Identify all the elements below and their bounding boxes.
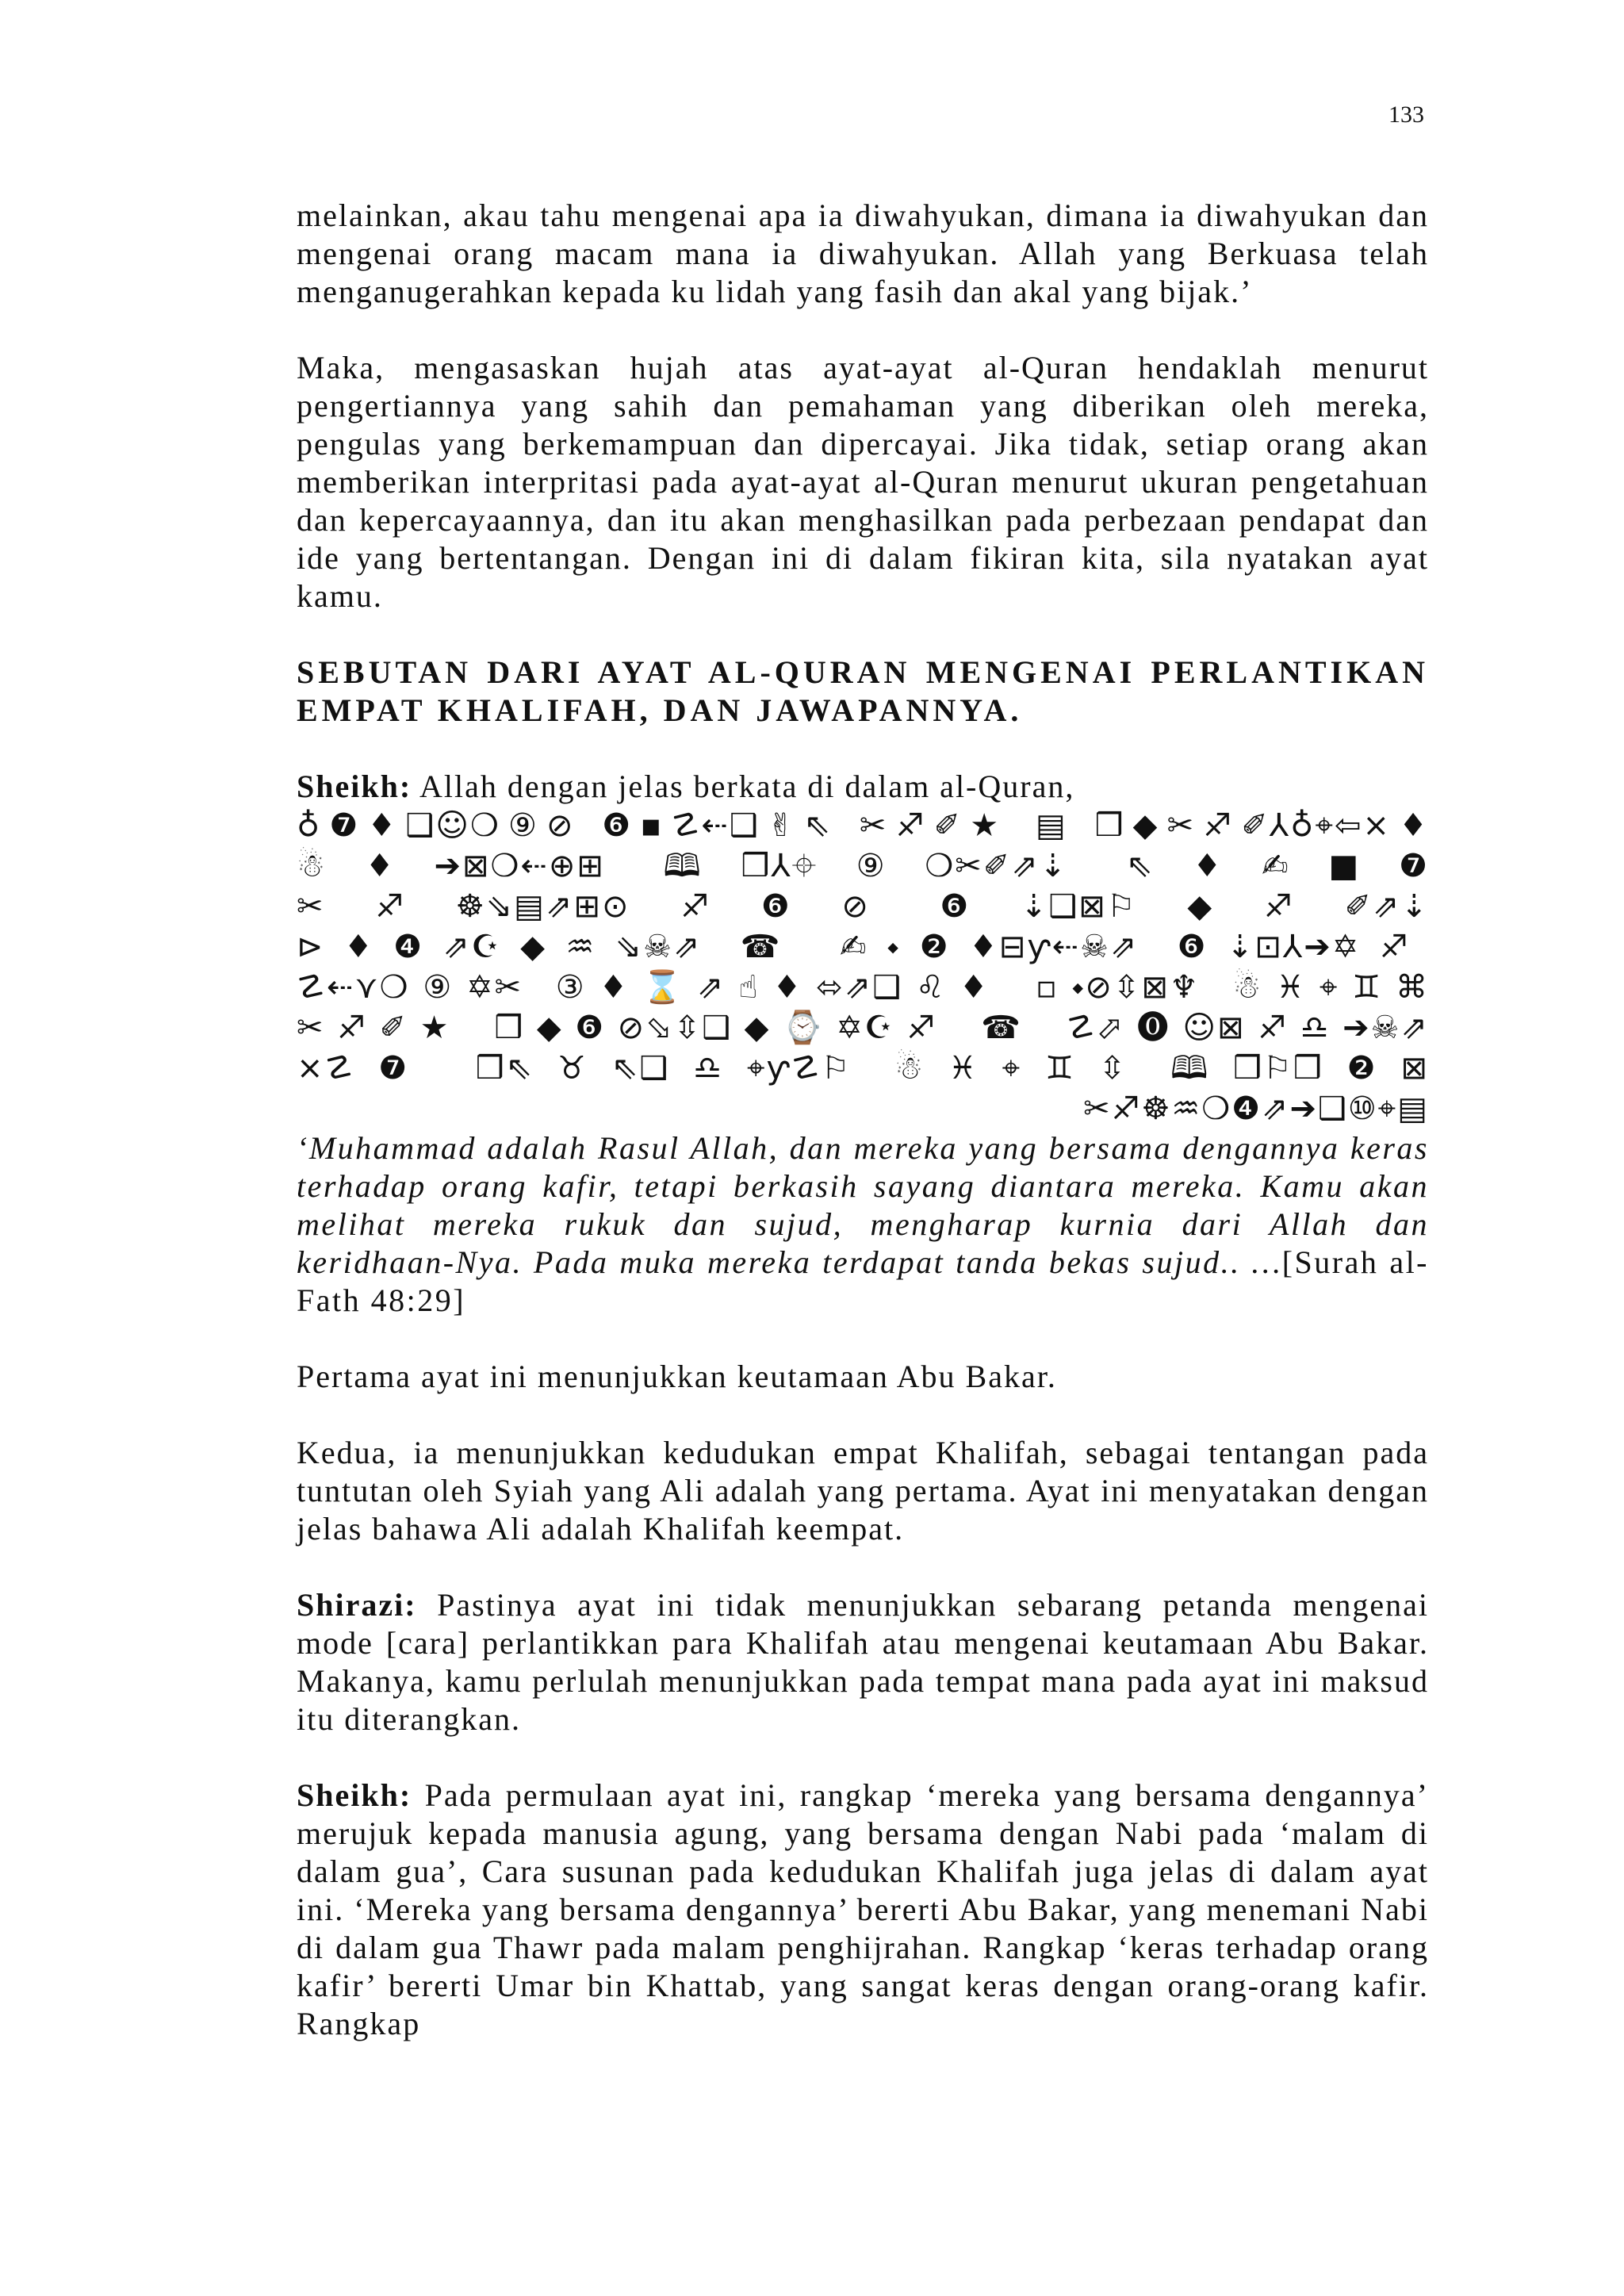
sheikh-reply-text: Pada permulaan ayat ini, rangkap ‘mereka yang bersama dengannya’ merujuk kepada manusia agung, yang bersama dengan Nabi pada ‘malam di dalam gua’, Cara susunan pada kedudukan Khalifah juga jelas di dalam ayat ini. ‘Mereka yang bersama dengannya’ bererti Abu Bakar, yang menemani Nabi di dalam gua Thawr pada malam penghijrahan. Rangkap ‘keras terhadap orang kafir’ bererti Umar bin Khattab, yang sangat keras dengan orang-orang kafir. Rangkap — [297, 1777, 1429, 2041]
verse-line: ▤⌖⑩❑➔⇗❹❍♒☸♐✂ — [1083, 1091, 1429, 1127]
section-heading: SEBUTAN DARI AYAT AL-QURAN MENGENAI PERLANTIKAN EMPAT KHALIFAH, DAN JAWAPANNYA. — [297, 654, 1429, 728]
verse-line: ⇗☠➔♎♐⊠☺⓿⬀☡ ☎ ♐☪✡⌚◆❑⇳⬂⊘❻◆❒ ★✐♐✂ — [297, 1010, 1429, 1046]
translation-text: ‘Muhammad adalah Rasul Allah, dan mereka yang bersama dengannya keras terhadap orang kafir, tetapi berkasih sayang diantara mereka. Kamu akan melihat mereka rukuk dan sujud, mengharap kurnia dari Allah dan keridhaan-Nya. Pada muka mereka terdapat tanda bekas sujud.. … — [297, 1130, 1429, 1280]
sheikh-intro-paragraph — [297, 768, 1429, 806]
paragraph-hujah: Maka, mengasaskan hujah atas ayat-ayat al-Quran hendaklah menurut pengertiannya yang sahih dan pemahaman yang diberikan oleh mereka, pengulas yang berkemampuan dan dipercayai. Jika tidak, setiap orang akan memberikan interpritasi pada ayat-ayat al-Quran menurut ukuran pengetahuan dan kepercayaannya, dan itu akan menghasilkan pada perbezaan pendapat dan ide yang bertentangan. Dengan ini di dalam fikiran kita, sila nyatakan ayat kamu. — [297, 350, 1429, 614]
speaker-label-sheikh: Sheikh: — [297, 1777, 412, 1813]
quran-verse-block — [297, 806, 1429, 1129]
speaker-label-sheikh: Sheikh: — [297, 769, 412, 804]
surah-reference: [Surah al-Fath 48:29] — [297, 1244, 1430, 1318]
verse-line: ♦×⇦⌖♁⅄✐♐✂◆❒ ▤ ★✐♐✂ ⇖✌❑⇠☡▪❻ ⊘⑨❍☺❑♦❼♁ — [297, 807, 1429, 844]
speaker-label-shirazi: Shirazi: — [297, 1587, 417, 1623]
verse-line: ♐✡➔⅄⊡⇣❻ ⇗☠⇠ƴ⊟♦❷⬩✍ ☎ ⇗☠⇘♒◆☪⇗❹♦⊲ — [297, 929, 1429, 965]
verse-line: ❼■✍♦⇖ ⇣⇗✐✂❍⑨⌖⅄❒🕮 ⊞⊕⇠❍⊠➔♦☃ — [297, 848, 1429, 884]
paragraph-kedua: Kedua, ia menunjukkan kedudukan empat Khalifah, sebagai tentangan pada tuntutan oleh Syiah yang Ali adalah yang pertama. Ayat ini menyatakan dengan jelas bahawa Ali adalah Khalifah keempat. — [297, 1435, 1429, 1547]
verse-translation — [297, 1129, 1429, 1320]
shirazi-text: Pastinya ayat ini tidak menunjukkan sebarang petanda mengenai mode [cara] perlantikkan para Khalifah atau mengenai keutamaan Abu Bakar. Makanya, kamu perlulah menunjukkan pada tempat mana pada ayat ini maksud itu diterangkan. — [297, 1587, 1429, 1737]
verse-line: ⊠❷❒⚐❒🕮 ⇳♊⌖♓☃ ⚐☡ƴ⌖♎❑⇖♉⇖❒ ❼☡× — [297, 1050, 1429, 1087]
verse-line: ⌘♊⌖♓☃ ♆⊠⇳⊘⬩▫ ♦♌❑⇗⬄♦☝⇗⌛♦③ ✂✡⑨❍⋎⇠☡ — [297, 969, 1429, 1006]
paragraph-continuation: melainkan, akau tahu mengenai apa ia diwahyukan, dimana ia diwahyukan dan mengenai orang macam mana ia diwahyukan. Allah yang Berkuasa telah menganugerahkan kepada ku lidah yang fasih dan akal yang bijak.’ — [297, 197, 1429, 309]
verse-line: ⇣⇗✐♐◆⚐⊠❑⇣❻ ⊘❻♐⊙⊞⇗▤⇘☸♐✂ — [297, 888, 1429, 925]
paragraph-pertama: Pertama ayat ini menunjukkan keutamaan Abu Bakar. — [297, 1359, 1057, 1394]
shirazi-paragraph — [297, 1586, 1429, 1738]
sheikh-intro-text: Allah dengan jelas berkata di dalam al-Quran, — [412, 769, 1075, 804]
sheikh-reply-paragraph — [297, 1777, 1429, 2043]
page-number: 133 — [1388, 102, 1424, 128]
page-body — [297, 197, 1429, 2043]
